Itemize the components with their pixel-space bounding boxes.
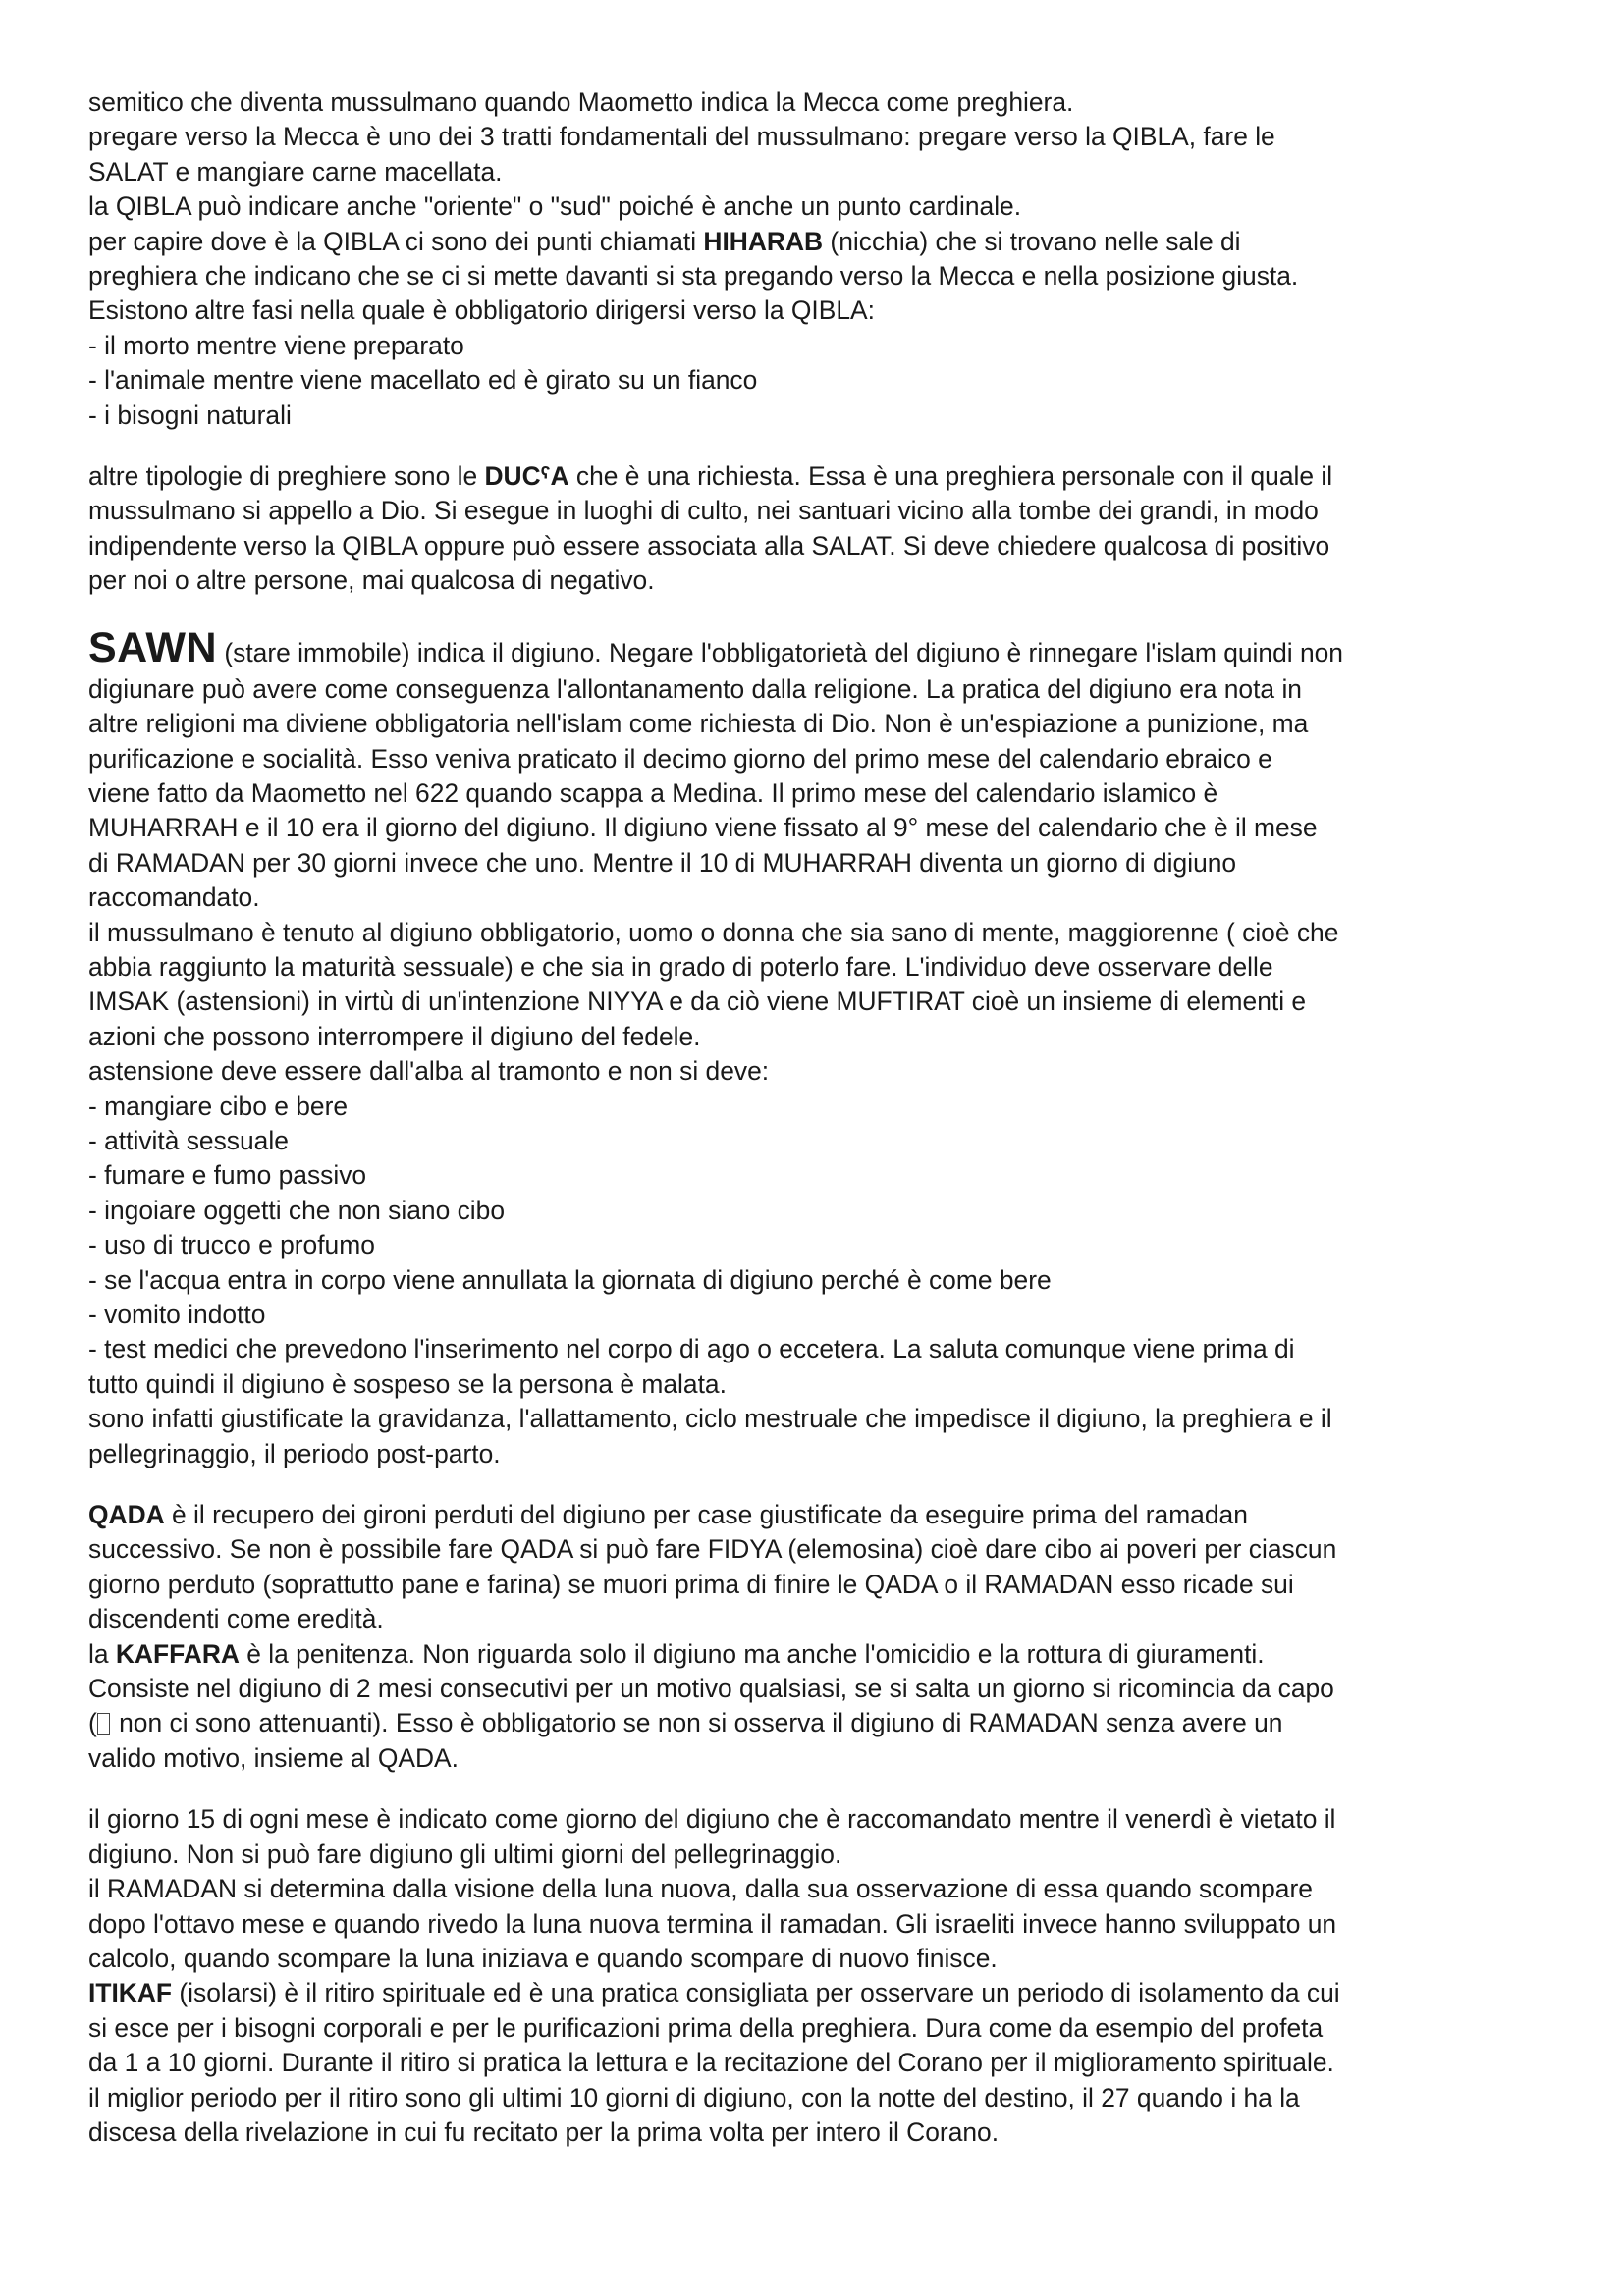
text-line: si esce per i bisogni corporali e per le purificazioni prima della preghiera. Dura come da esempio del profeta [88, 2012, 1324, 2043]
text-line: discesa della rivelazione in cui fu recitato per la prima volta per intero il Corano. [88, 2116, 1000, 2147]
text-line: viene fatto da Maometto nel 622 quando scappa a Medina. Il primo mese del calendario islamico è [88, 777, 1218, 808]
text-line: preghiera che indicano che se ci si mette davanti si sta pregando verso la Mecca e nella posizione giusta. [88, 261, 1299, 292]
qada-section [88, 1498, 1551, 1776]
text-line: il RAMADAN si determina dalla visione della luna nuova, dalla sua osservazione di essa quando scompare [88, 1874, 1313, 1904]
list-item: - attività sessuale [88, 1125, 289, 1155]
text-line: il mussulmano è tenuto al digiuno obbligatorio, uomo o donna che sia sano di mente, maggiorenne ( cioè che [88, 917, 1339, 947]
text-line: SALAT e mangiare carne macellata. [88, 156, 503, 187]
term-qada: QADA [88, 1500, 165, 1530]
text-line: pellegrinaggio, il periodo post-parto. [88, 1438, 501, 1468]
text-line [88, 225, 1551, 259]
text-line: successivo. Se non è possibile fare QADA si può fare FIDYA (elemosina) cioè dare cibo ai poveri per ciascun [88, 1534, 1337, 1565]
text-line: calcolo, quando scompare la luna iniziava e quando scompare di nuovo finisce. [88, 1943, 998, 1973]
text-line: azioni che possono interrompere il digiuno del fedele. [88, 1021, 701, 1051]
text-line: pregare verso la Mecca è uno dei 3 tratti fondamentali del mussulmano: pregare verso la QIBLA, fare le [88, 122, 1275, 152]
term-kaffara: KAFFARA [115, 1638, 240, 1669]
list-item: - mangiare cibo e bere [88, 1091, 349, 1121]
text-line: IMSAK (astensioni) in virtù di un'intenzione NIYYA e da ciò viene MUFTIRAT cioè un insieme di elementi e [88, 987, 1307, 1017]
missing-glyph-icon [97, 1713, 110, 1735]
text-line [88, 1976, 1551, 2010]
text-line: giorno perduto (soprattutto pane e farina) se muori prima di finire le QADA o il RAMADAN esso ricade sui [88, 1569, 1294, 1599]
text-run: non ci sono attenuanti). Esso è obbligatorio se non si osserva il digiuno di RAMADAN senza avere un [111, 1708, 1283, 1738]
term-duca: DUCˁA [484, 461, 569, 492]
list-item: - test medici che prevedono l'inserimento nel corpo di ago o eccetera. La saluta comunque viene prima di [88, 1334, 1295, 1364]
text-line: il miglior periodo per il ritiro sono gli ultimi 10 giorni di digiuno, con la notte del destino, il 27 quando i ha la [88, 2082, 1300, 2112]
text-line [88, 1498, 1551, 1532]
text-line: raccomandato. [88, 882, 260, 913]
text-line: di RAMADAN per 30 giorni invece che uno. Mentre il 10 di MUHARRAH diventa un giorno di digiuno [88, 847, 1237, 878]
text-line: Esistono altre fasi nella quale è obbligatorio dirigersi verso la QIBLA: [88, 295, 875, 326]
sawn-section [88, 623, 1551, 1471]
text-line: indipendente verso la QIBLA oppure può essere associata alla SALAT. Si deve chiedere qualcosa di positivo [88, 530, 1330, 561]
duca-section [88, 459, 1551, 599]
text-line: digiunare può avere come conseguenza l'allontanamento dalla religione. La pratica del digiuno era nota in [88, 673, 1302, 704]
text-run: è la penitenza. Non riguarda solo il digiuno ma anche l'omicidio e la rottura di giuramenti. [239, 1638, 1265, 1669]
text-line: digiuno. Non si può fare digiuno gli ultimi giorni del pellegrinaggio. [88, 1839, 842, 1869]
text-run: (stare immobile) indica il digiuno. Negare l'obbligatorietà del digiuno è rinnegare l'islam quindi non [217, 637, 1343, 667]
text-line: purificazione e socialità. Esso veniva praticato il decimo giorno del primo mese del calendario ebraico e [88, 743, 1272, 774]
document-page [88, 85, 1551, 2150]
text-line [88, 1706, 1551, 1740]
list-item: - il morto mentre viene preparato [88, 330, 464, 360]
text-line: da 1 a 10 giorni. Durante il ritiro si pratica la lettura e la recitazione del Corano per il miglioramento spirituale. [88, 2048, 1334, 2078]
text-line [88, 1637, 1551, 1672]
paragraph-gap [88, 1471, 1551, 1498]
text-run: (isolarsi) è il ritiro spirituale ed è una pratica consigliata per osservare un periodo di isolamento da cui [172, 1978, 1340, 2008]
open-paren: ( [88, 1708, 97, 1738]
text-line [88, 623, 1551, 672]
text-line: Consiste nel digiuno di 2 mesi consecutivi per un motivo qualsiasi, se si salta un giorno si ricomincia da capo [88, 1674, 1334, 1704]
text-line: sono infatti giustificate la gravidanza, l'allattamento, ciclo mestruale che impedisce il digiuno, la preghiera e il [88, 1404, 1332, 1434]
term-hiharab: HIHARAB [703, 226, 824, 256]
text-run: per capire dove è la QIBLA ci sono dei punti chiamati [88, 226, 704, 256]
text-line: valido motivo, insieme al QADA. [88, 1742, 459, 1773]
list-item: - i bisogni naturali [88, 400, 292, 430]
list-item: - ingoiare oggetti che non siano cibo [88, 1195, 506, 1225]
list-item: - vomito indotto [88, 1300, 266, 1329]
text-line: il giorno 15 di ogni mese è indicato come giorno del digiuno che è raccomandato mentre il venerdì è vietato il [88, 1804, 1336, 1835]
qibla-section [88, 85, 1551, 433]
paragraph-gap [88, 599, 1551, 628]
text-line: per noi o altre persone, mai qualcosa di negativo. [88, 565, 655, 596]
term-itikaf: ITIKAF [88, 1978, 173, 2008]
list-item: - fumare e fumo passivo [88, 1160, 367, 1191]
text-line: mussulmano si appello a Dio. Si esegue in luoghi di culto, nei santuari vicino alla tombe dei grandi, in modo [88, 496, 1319, 526]
paragraph-gap [88, 1776, 1551, 1802]
text-line: astensione deve essere dall'alba al tramonto e non si deve: [88, 1056, 770, 1087]
text-line: la QIBLA può indicare anche "oriente" o "sud" poiché è anche un punto cardinale. [88, 191, 1022, 222]
text-line [88, 459, 1551, 494]
text-line: abbia raggiunto la maturità sessuale) e che sia in grado di poterlo fare. L'individuo deve osservare delle [88, 951, 1273, 982]
text-run: (nicchia) che si trovano nelle sale di [823, 226, 1241, 256]
list-item: - l'animale mentre viene macellato ed è girato su un fianco [88, 365, 758, 396]
text-line: altre religioni ma diviene obbligatoria nell'islam come richiesta di Dio. Non è un'espiazione a punizione, ma [88, 709, 1309, 739]
text-run: altre tipologie di preghiere sono le [88, 461, 485, 492]
text-line: discendenti come eredità. [88, 1604, 384, 1634]
heading-sawn: SAWN [88, 623, 217, 671]
text-run: è il recupero dei gironi perduti del digiuno per case giustificate da eseguire prima del ramadan [164, 1500, 1248, 1530]
list-item: - uso di trucco e profumo [88, 1230, 375, 1260]
text-line: tutto quindi il digiuno è sospeso se la persona è malata. [88, 1368, 727, 1399]
paragraph-gap [88, 433, 1551, 459]
text-line: MUHARRAH e il 10 era il giorno del digiuno. Il digiuno viene fissato al 9° mese del calendario che è il mese [88, 813, 1318, 843]
text-line: semitico che diventa mussulmano quando Maometto indica la Mecca come preghiera. [88, 87, 1074, 117]
list-item: - se l'acqua entra in corpo viene annullata la giornata di digiuno perché è come bere [88, 1264, 1052, 1295]
text-run: che è una richiesta. Essa è una preghiera personale con il quale il [568, 461, 1333, 492]
text-line: dopo l'ottavo mese e quando rivedo la luna nuova termina il ramadan. Gli israeliti invece hanno sviluppato un [88, 1908, 1337, 1939]
text-run: la [88, 1638, 116, 1669]
ramadan-section [88, 1802, 1551, 2150]
